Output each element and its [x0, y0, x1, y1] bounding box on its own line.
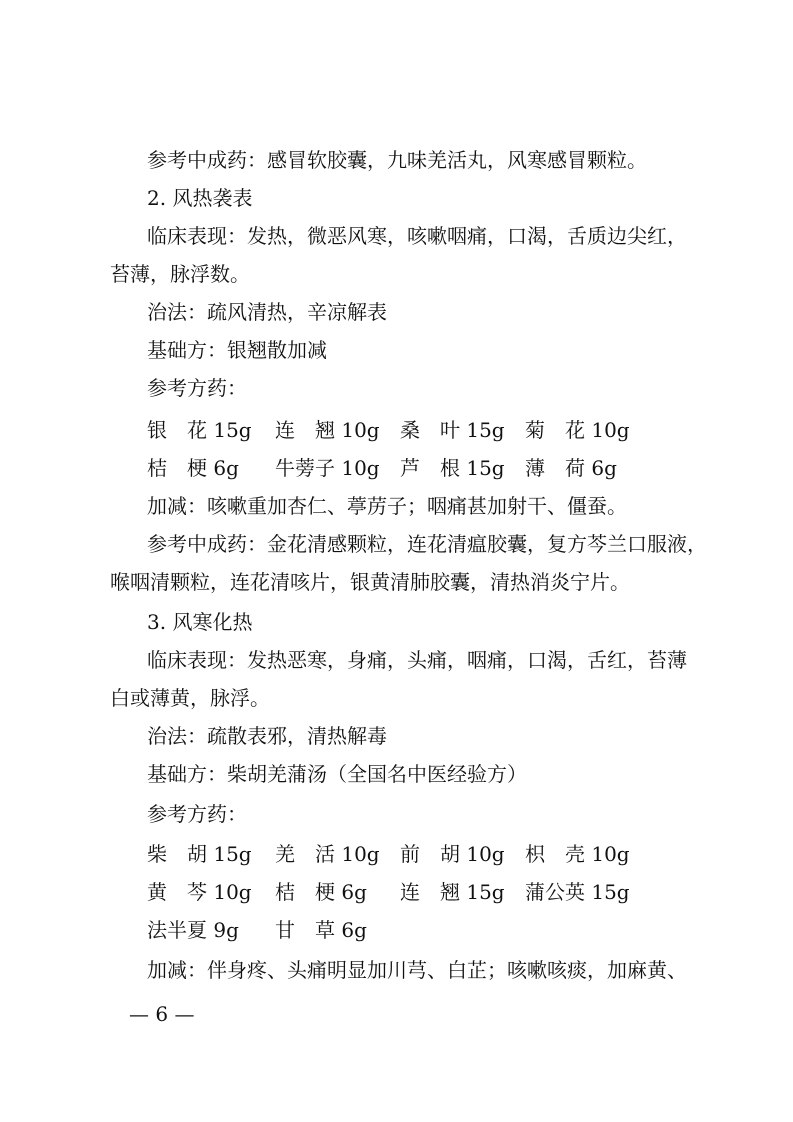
- herb-item: 连 翘 10g: [275, 418, 380, 442]
- text-line: 治法：疏风清热，辛凉解表: [147, 300, 387, 324]
- text-line: 参考方药：: [147, 802, 247, 826]
- herb-item: 薄 荷 6g: [525, 456, 617, 480]
- text-line: 喉咽清颗粒，连花清咳片，银黄清肺胶囊，清热消炎宁片。: [110, 570, 630, 594]
- herb-item: 桔 梗 6g: [275, 880, 367, 904]
- herb-item: 芦 根 15g: [400, 456, 505, 480]
- text-line: 白或薄黄，脉浮。: [110, 686, 270, 710]
- text-line: 参考方药：: [147, 376, 247, 400]
- herb-item: 枳 壳 10g: [525, 842, 630, 866]
- herb-item: 牛蒡子 10g: [275, 456, 380, 480]
- text-line: 基础方：柴胡羌蒲汤（全国名中医经验方）: [147, 762, 527, 786]
- text-line: 临床表现：发热恶寒，身痛，头痛，咽痛，口渴，舌红，苔薄: [147, 648, 687, 672]
- text-line: 苔薄，脉浮数。: [110, 262, 250, 286]
- herb-item: 黄 芩 10g: [147, 880, 252, 904]
- text-line: 参考中成药：金花清感颗粒，连花清瘟胶囊，复方芩兰口服液，: [147, 532, 707, 556]
- text-line: 治法：疏散表邪，清热解毒: [147, 724, 387, 748]
- herb-item: 连 翘 15g: [400, 880, 505, 904]
- herb-item: 柴 胡 15g: [147, 842, 252, 866]
- section-heading: 3. 风寒化热: [147, 610, 253, 634]
- herb-item: 银 花 15g: [147, 418, 252, 442]
- herb-item: 蒲公英 15g: [525, 880, 630, 904]
- page-number: — 6 —: [129, 1002, 195, 1026]
- text-line: 加减：咳嗽重加杏仁、葶苈子；咽痛甚加射干、僵蚕。: [147, 494, 627, 518]
- section-heading: 2. 风热袭表: [147, 186, 253, 210]
- herb-item: 桔 梗 6g: [147, 456, 239, 480]
- herb-item: 羌 活 10g: [275, 842, 380, 866]
- herb-item: 前 胡 10g: [400, 842, 505, 866]
- text-line: 临床表现：发热，微恶风寒，咳嗽咽痛，口渴，舌质边尖红，: [147, 224, 687, 248]
- herb-item: 桑 叶 15g: [400, 418, 505, 442]
- text-line: 加减：伴身疼、头痛明显加川芎、白芷；咳嗽咳痰，加麻黄、: [147, 958, 687, 982]
- text-line: 基础方：银翘散加减: [147, 338, 327, 362]
- herb-item: 甘 草 6g: [275, 918, 367, 942]
- text-line: 参考中成药：感冒软胶囊，九味羌活丸，风寒感冒颗粒。: [147, 148, 647, 172]
- herb-item: 法半夏 9g: [147, 918, 239, 942]
- herb-item: 菊 花 10g: [525, 418, 630, 442]
